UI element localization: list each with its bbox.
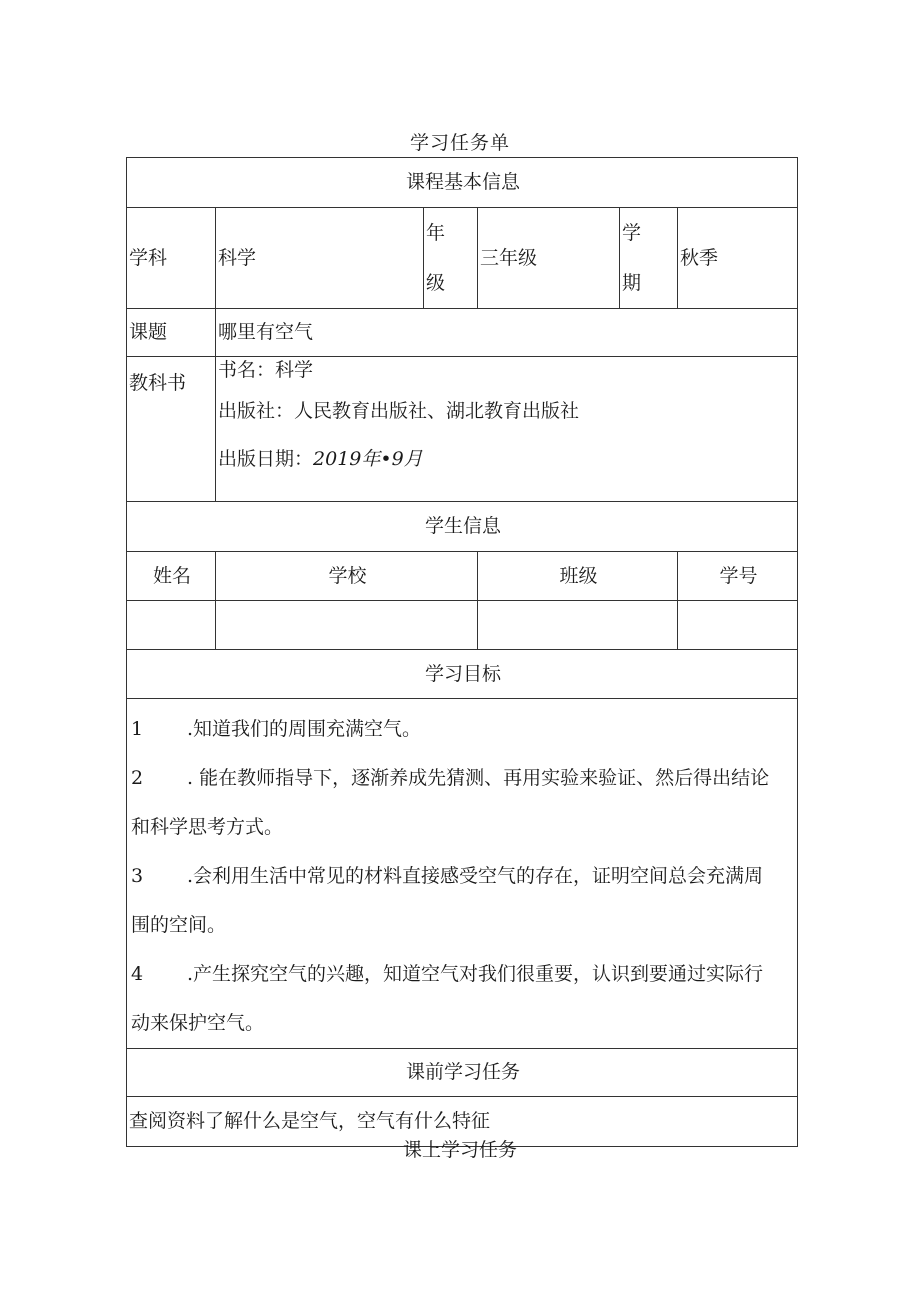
course-info-header-row: [127, 158, 798, 208]
objective-text: . 能在教师指导下，逐渐养成先猜测、再用实验来验证、然后得出结论: [187, 767, 770, 789]
grade-value: 三年级: [478, 208, 620, 309]
student-class-header: 班级: [478, 552, 678, 601]
objective-text: .知道我们的周围充满空气。: [187, 718, 422, 740]
document-title: 学习任务单: [409, 132, 510, 154]
textbook-info: [216, 357, 798, 502]
term-value: 秋季: [678, 208, 798, 309]
student-class-cell[interactable]: [478, 601, 678, 650]
topic-label: 课题: [127, 309, 216, 357]
objectives-list: [127, 699, 798, 1049]
objective-item: [129, 754, 797, 803]
book-publisher: 出版社：人民教育出版社、湖北教育出版社: [218, 400, 580, 422]
student-columns-row: [127, 552, 798, 601]
objective-number: 4: [131, 963, 144, 985]
student-info-header-row: [127, 502, 798, 552]
student-id-header: 学号: [678, 552, 798, 601]
pub-date-value: 2019年•9月: [313, 448, 423, 470]
book-name: 书名：科学: [218, 359, 314, 381]
student-entry-row: [127, 601, 798, 650]
subject-label: 学科: [127, 208, 216, 309]
grade-label-line-2: 级: [426, 272, 446, 294]
student-info-heading: 学生信息: [127, 502, 798, 552]
subject-row: [127, 208, 798, 309]
objectives-heading: 学习目标: [127, 650, 798, 699]
term-label-line-1: 学: [622, 222, 642, 244]
grade-label: [424, 208, 478, 309]
objective-continuation: 围的空间。: [131, 914, 227, 936]
objective-number: 1: [131, 718, 144, 740]
student-school-header: 学校: [216, 552, 478, 601]
task-sheet-table: [126, 157, 798, 1147]
term-label: [620, 208, 678, 309]
objective-item: [129, 950, 797, 999]
objectives-header-row: [127, 650, 798, 699]
objective-text: .产生探究空气的兴趣，知道空气对我们很重要，认识到要通过实际行: [187, 963, 764, 985]
pre-class-header-row: [127, 1049, 798, 1097]
student-id-cell[interactable]: [678, 601, 798, 650]
topic-value: 哪里有空气: [216, 309, 798, 357]
subject-value: 科学: [216, 208, 424, 309]
objective-text: .会利用生活中常见的材料直接感受空气的存在，证明空间总会充满周: [187, 865, 764, 887]
objective-item: [129, 705, 797, 754]
objectives-row: [127, 699, 798, 1049]
pre-class-heading: 课前学习任务: [127, 1049, 798, 1097]
in-class-heading: 课上学习任务: [402, 1139, 517, 1161]
student-school-cell[interactable]: [216, 601, 478, 650]
term-label-line-2: 期: [622, 272, 642, 294]
objective-item: [129, 852, 797, 901]
textbook-label: 教科书: [127, 357, 216, 502]
student-name-header: 姓名: [127, 552, 216, 601]
grade-label-line-1: 年: [426, 222, 446, 244]
topic-row: [127, 309, 798, 357]
objective-continuation: 和科学思考方式。: [131, 816, 284, 838]
objective-number: 3: [131, 865, 144, 887]
textbook-row: [127, 357, 798, 502]
pre-class-task: 查阅资料了解什么是空气，空气有什么特征: [127, 1097, 798, 1147]
pub-date-label: 出版日期：: [218, 448, 314, 470]
objective-continuation: 动来保护空气。: [131, 1012, 265, 1034]
book-pub-date: [218, 435, 797, 483]
course-info-heading: 课程基本信息: [127, 158, 798, 208]
student-name-cell[interactable]: [127, 601, 216, 650]
objective-number: 2: [131, 767, 144, 789]
